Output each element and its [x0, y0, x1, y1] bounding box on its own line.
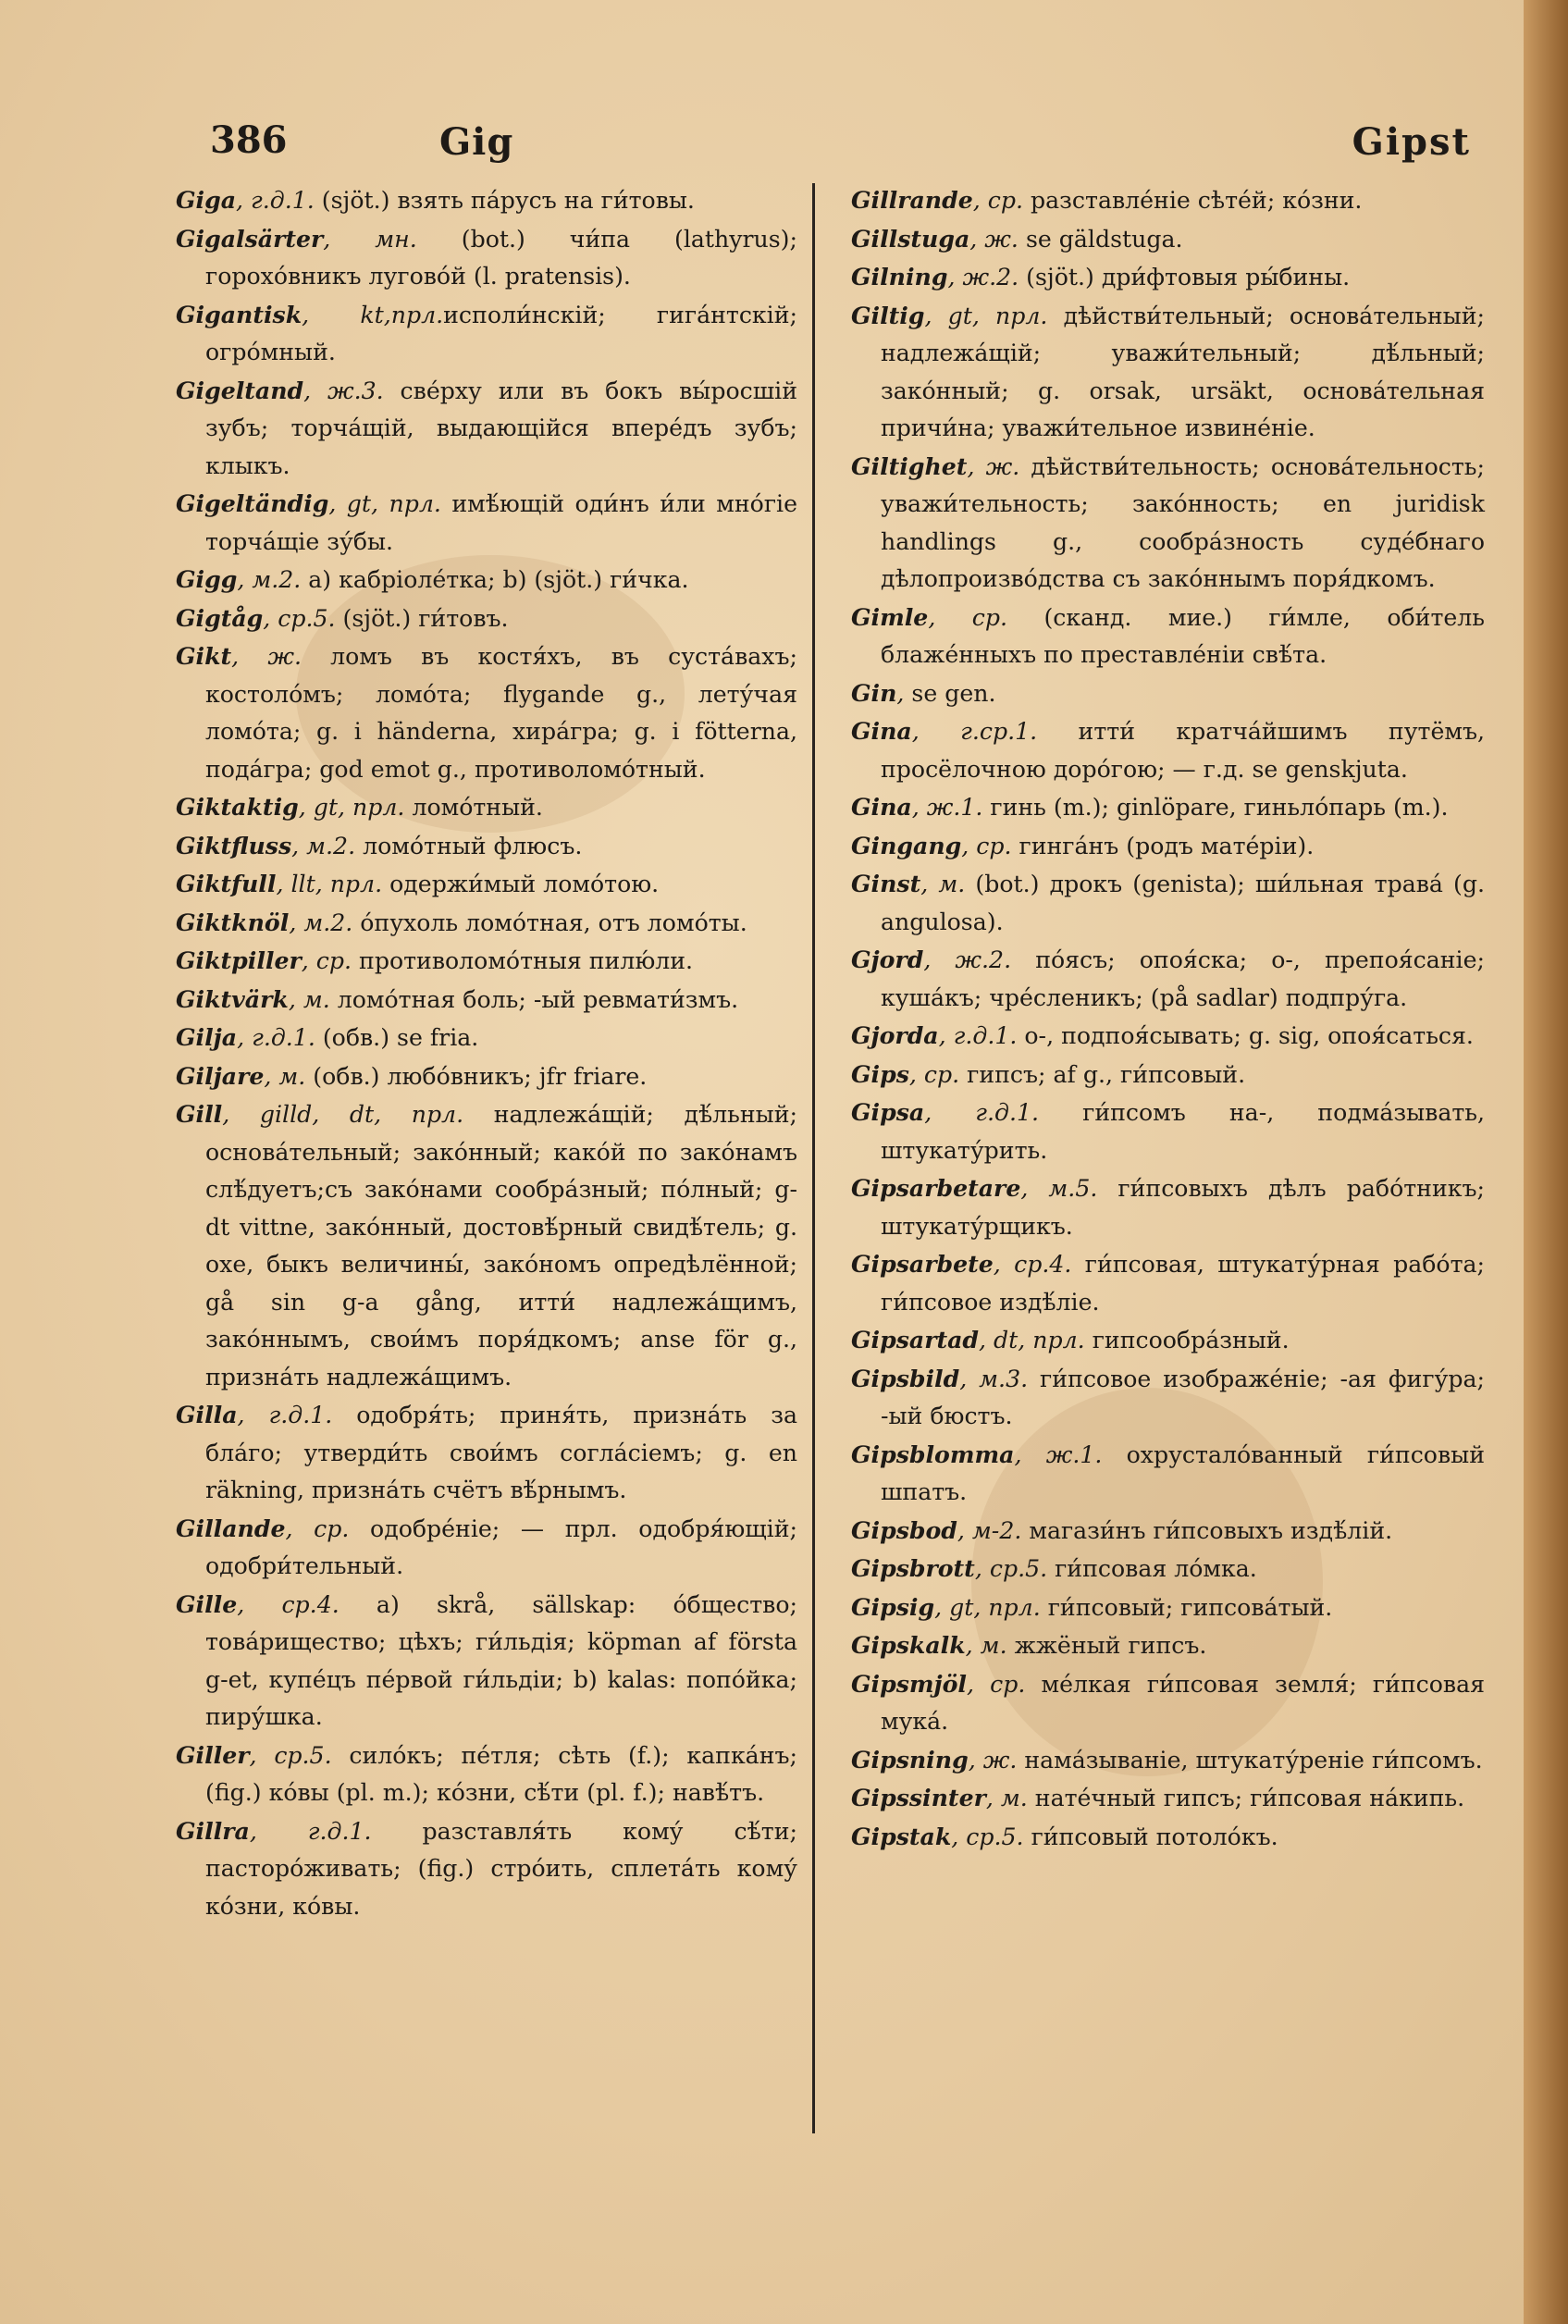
entry-definition: ги́псовое изображе́ніе; -ая фигу́ра; -ый бюстъ. — [881, 1365, 1486, 1429]
entry-grammar: , ср. — [961, 832, 1012, 859]
entry-headword: Gill — [176, 1100, 223, 1128]
entry-definition: (sjöt.) ги́товъ. — [335, 604, 509, 632]
entry-grammar: , мн. — [323, 225, 417, 253]
entry-grammar: , ср. — [972, 187, 1024, 214]
dictionary-entry — [176, 181, 797, 220]
entry-headword: Gjord — [851, 946, 924, 973]
page-edge — [1524, 0, 1568, 2324]
entry-headword: Giktvärk — [176, 984, 289, 1013]
dictionary-entry — [176, 1396, 797, 1510]
dictionary-entry — [176, 981, 797, 1020]
entry-grammar: , м.2. — [237, 566, 302, 593]
entry-headword: Gjorda — [851, 1021, 939, 1049]
dictionary-entry — [176, 865, 797, 904]
entry-headword: Gipsbrott — [851, 1554, 975, 1582]
entry-grammar: , gilld, dt, прл. — [222, 1101, 464, 1128]
entry-definition: одержи́мый ломо́тою. — [382, 871, 660, 897]
entry-definition: (сканд. мие.) ги́мле, оби́тель блаже́нныхъ по преставле́ніи свѣ́та. — [881, 603, 1486, 668]
entry-headword: Gipsning — [851, 1745, 969, 1774]
right-guide-word: Gipst — [1352, 120, 1471, 164]
entry-headword: Gina — [851, 793, 912, 821]
entry-grammar: , ж.2. — [947, 264, 1019, 290]
entry-definition: (bot.) чи́па (lathyrus); горохо́вникъ лугово́й (l. pratensis). — [205, 225, 797, 290]
dictionary-entry — [176, 942, 797, 981]
entry-definition: све́рху или въ бокъ вы́росшій зубъ; торча́щій, выдающійся впере́дъ зубъ; клыкъ. — [205, 377, 797, 479]
entry-headword: Gigg — [176, 565, 238, 593]
dictionary-entry — [851, 1665, 1485, 1741]
dictionary-entry — [851, 827, 1485, 866]
dictionary-entry — [176, 637, 797, 788]
dictionary-entry — [851, 1094, 1485, 1169]
entry-headword: Giljare — [176, 1061, 265, 1090]
entry-definition: ги́псовыхъ дѣлъ рабо́тникъ; штукату́рщикъ. — [881, 1175, 1485, 1240]
entry-grammar: , — [896, 679, 905, 707]
dictionary-entry — [176, 296, 797, 372]
entry-headword: Gin — [851, 678, 897, 707]
entry-definition: разставля́ть кому́ сѣ́ти; пасторо́живать; (fig.) стро́ить, сплета́ть кому́ ко́зни, ко́вы. — [205, 1817, 797, 1920]
dictionary-entry — [851, 297, 1485, 448]
entry-definition: разставле́ніе сѣте́й; ко́зни. — [1023, 187, 1363, 214]
entry-grammar: , г.д.1. — [249, 1817, 372, 1845]
dictionary-entry — [851, 712, 1485, 788]
entry-grammar: , ср. — [928, 603, 1008, 631]
entry-grammar: , ж. — [967, 452, 1020, 480]
entry-definition: противоломо́тныя пилю́ли. — [352, 947, 694, 974]
dictionary-entry — [176, 600, 797, 638]
dictionary-entry — [851, 258, 1485, 297]
entry-definition: ги́псовый потоло́къ. — [1023, 1823, 1278, 1850]
entry-definition: (обв.) любо́вникъ; jfr friare. — [305, 1062, 648, 1090]
dictionary-entry — [851, 674, 1485, 713]
dictionary-entry — [176, 788, 797, 827]
entry-headword: Giga — [176, 186, 237, 214]
entry-grammar: , ж.3. — [303, 377, 384, 404]
dictionary-entry — [176, 561, 797, 600]
entry-definition: (обв.) se fria. — [315, 1024, 479, 1051]
dictionary-entry — [851, 1741, 1485, 1780]
entry-headword: Gina — [851, 717, 912, 745]
dictionary-entry — [851, 220, 1485, 259]
entry-definition: ги́псовая ло́мка. — [1047, 1555, 1257, 1582]
entry-definition: гинь (m.); ginlöpare, гиньло́парь (m.). — [982, 794, 1449, 821]
dictionary-entry — [851, 1512, 1485, 1551]
entry-grammar: , м. — [965, 1632, 1007, 1659]
entry-headword: Gigalsärter — [176, 224, 324, 253]
entry-grammar: , gt, прл. — [328, 490, 441, 517]
dictionary-entry — [851, 1321, 1485, 1360]
entry-definition: ги́псомъ на-, подма́зывать, штукату́рить. — [881, 1099, 1486, 1164]
entry-headword: Gille — [176, 1589, 238, 1618]
entry-definition: нате́чный гипсъ; ги́псовая на́кипь. — [1027, 1785, 1465, 1811]
dictionary-entry — [176, 1510, 797, 1586]
dictionary-entry — [851, 1626, 1485, 1665]
entry-definition: о-, подпоя́сывать; g. sig, опоя́саться. — [1017, 1022, 1474, 1049]
entry-headword: Gimle — [851, 602, 929, 631]
left-column — [176, 181, 797, 1925]
entry-grammar: , ж. — [968, 1746, 1018, 1774]
entry-grammar: , г.ср.1. — [911, 718, 1038, 745]
dictionary-entry — [851, 941, 1485, 1017]
entry-headword: Gipsa — [851, 1098, 925, 1126]
dictionary-entry — [851, 448, 1485, 599]
entry-grammar: , ж. — [231, 643, 302, 670]
entry-headword: Gipskalk — [851, 1631, 966, 1659]
entry-definition: ги́псовый; гипсова́тый. — [1040, 1593, 1333, 1621]
entry-definition: дѣйстви́тельность; основа́тельность; уважи́тельность; зако́нность; en juridisk handlings g., сообра́зность суде́бнаго дѣлопроизво́дства съ зако́ннымъ поря́дкомъ. — [881, 452, 1485, 592]
column-divider — [812, 183, 815, 2133]
entry-headword: Gipsbild — [851, 1364, 960, 1392]
entry-headword: Gigantisk — [176, 300, 302, 328]
entry-grammar: , ср. — [285, 1514, 350, 1542]
entry-definition: a) skrå, sällskap: о́бщество; това́рищество; цѣхъ; ги́льдія; köpman af första g-et, купе́цъ пе́рвой ги́льдіи; b) kalas: попо́йка; пиру́шка. — [205, 1590, 798, 1730]
entry-grammar: , г.д.1. — [237, 1024, 315, 1051]
entry-definition: дѣйстви́тельный; основа́тельный; надлежа́щій; уважи́тельный; дѣ́льный; зако́нный; g. orsak, ursäkt, основа́тельная причи́на; уважи́тельное извине́ніе. — [881, 302, 1485, 441]
entry-headword: Gilla — [176, 1401, 238, 1428]
entry-headword: Giktaktig — [176, 793, 299, 821]
entry-definition: ломо́тный. — [404, 794, 543, 821]
entry-definition: ломо́тная боль; -ый ревмати́змъ. — [329, 985, 739, 1013]
entry-definition: жжёный гипсъ. — [1006, 1632, 1207, 1659]
entry-grammar: , м.2. — [289, 909, 353, 936]
dictionary-entry — [851, 181, 1485, 220]
left-guide-word: Gig — [439, 120, 514, 164]
page-number: 386 — [210, 118, 288, 162]
entry-headword: Gillande — [176, 1514, 286, 1542]
entry-definition: одобре́ніе; — прл. одобря́ющій; одобри́тельный. — [205, 1514, 798, 1579]
entry-definition: надлежа́щій; дѣ́льный; основа́тельный; зако́нный; како́й по зако́намъ слѣ́дуетъ;съ зако́нами сообра́зный; по́лный; g-dt vittne, зако́нный, достовѣ́рный свидѣ́тель; g. oxe, быкъ величины́, зако́номъ опредѣлённой; gå sin g-a gång, итти́ надлежа́щимъ, зако́ннымъ, свои́мъ поря́дкомъ; anse för g., призна́ть надлежа́щимъ. — [205, 1101, 797, 1391]
dictionary-entry — [851, 1550, 1485, 1588]
dictionary-entry — [176, 1057, 797, 1096]
entry-grammar: , г.д.1. — [924, 1099, 1040, 1126]
entry-definition: (sjöt.) взять па́русъ на ги́товы. — [314, 187, 695, 214]
entry-grammar: , г.д.1. — [237, 1402, 333, 1428]
entry-grammar: , ж.1. — [911, 794, 983, 821]
entry-grammar: , ср.5. — [974, 1555, 1048, 1582]
entry-headword: Gipsartad — [851, 1326, 980, 1354]
entry-grammar: , м.5. — [1020, 1175, 1098, 1202]
dictionary-entry — [851, 865, 1485, 941]
entry-grammar: , м. — [920, 871, 966, 897]
dictionary-entry — [176, 827, 797, 866]
entry-definition: a) кабріоле́тка; b) (sjöt.) ги́чка. — [301, 566, 689, 593]
entry-grammar: , г.д.1. — [938, 1022, 1018, 1049]
entry-grammar: , м.2. — [291, 832, 356, 859]
entry-definition: исполи́нскій; гига́нтскій; огро́мный. — [205, 301, 798, 365]
entry-definition: имѣ́ющій оди́нъ и́ли мно́гіе торча́щіе зу́бы. — [205, 490, 797, 555]
entry-headword: Gipsblomma — [851, 1440, 1015, 1468]
entry-headword: Gillra — [176, 1816, 250, 1845]
dictionary-entry — [851, 1245, 1485, 1321]
entry-definition: охрустало́ванный ги́псовый шпатъ. — [881, 1440, 1485, 1505]
entry-definition: (sjöt.) дри́фтовыя ры́бины. — [1019, 264, 1351, 290]
entry-grammar: , ср.4. — [993, 1251, 1072, 1278]
entry-definition: ломъ въ костя́хъ, въ суста́вахъ; костоло́мъ; ломо́та; flygande g., лету́чая ломо́та; g. i händerna, хира́гра; g. i fötterna, пода́гра; god emot g., противоломо́тный. — [205, 643, 797, 783]
entry-headword: Giltig — [851, 301, 925, 329]
entry-grammar: , ср.5. — [951, 1823, 1024, 1850]
entry-headword: Gipsarbete — [851, 1250, 994, 1278]
entry-grammar: , ж. — [969, 225, 1019, 253]
entry-grammar: , ж.1. — [1014, 1440, 1103, 1468]
dictionary-entry — [851, 788, 1485, 827]
entry-headword: Ginst — [851, 870, 921, 897]
dictionary-entry — [851, 1436, 1485, 1512]
entry-headword: Gipsig — [851, 1592, 935, 1621]
entry-headword: Gigeltand — [176, 376, 304, 404]
dictionary-entry — [851, 1056, 1485, 1094]
entry-definition: о́пухоль ломо́тная, отъ ломо́ты. — [352, 909, 747, 936]
entry-headword: Giltighet — [851, 451, 968, 480]
entry-definition: гипсъ; af g., ги́псовый. — [959, 1060, 1246, 1088]
dictionary-entry — [851, 1588, 1485, 1627]
dictionary-entry — [851, 1360, 1485, 1436]
entry-definition: гинга́нъ (родъ мате́ріи). — [1011, 832, 1315, 859]
entry-headword: Gipsmjöl — [851, 1669, 968, 1698]
entry-grammar: , ср. — [301, 947, 352, 974]
entry-grammar: , ср.5. — [263, 604, 336, 632]
entry-headword: Giktfull — [176, 870, 277, 897]
entry-grammar: , м.3. — [959, 1365, 1029, 1392]
dictionary-entry — [851, 1169, 1485, 1245]
dictionary-entry — [851, 1017, 1485, 1056]
entry-grammar: , м. — [985, 1785, 1028, 1811]
entry-definition: нама́зываніе, штукату́реніе ги́псомъ. — [1017, 1746, 1483, 1774]
right-column — [851, 181, 1485, 1856]
entry-definition: ломо́тный флюсъ. — [355, 832, 583, 859]
entry-headword: Gips — [851, 1059, 909, 1088]
entry-definition: одобря́ть; приня́ть, призна́ть за бла́го; утверди́ть свои́мъ согла́сіемъ; g. en räkning, призна́ть счётъ вѣ́рнымъ. — [205, 1402, 797, 1503]
entry-grammar: , kt,прл. — [302, 301, 444, 328]
entry-headword: Gigeltändig — [176, 489, 329, 517]
entry-headword: Giktpiller — [176, 946, 302, 974]
entry-definition: магази́нъ ги́псовыхъ издѣ́лій. — [1021, 1516, 1393, 1544]
entry-headword: Gillstuga — [851, 224, 970, 253]
entry-grammar: , ж.2. — [923, 946, 1012, 973]
entry-definition: se gen. — [904, 679, 996, 707]
entry-grammar: , gt, прл. — [924, 302, 1048, 329]
entry-headword: Gipstak — [851, 1822, 952, 1850]
entry-headword: Giktknöl — [176, 908, 290, 936]
entry-definition: (bot.) дрокъ (genista); ши́льная трава́ (g. angulosa). — [881, 871, 1485, 935]
entry-headword: Gillrande — [851, 186, 973, 214]
entry-definition: гипсообра́зный. — [1084, 1327, 1290, 1354]
entry-headword: Gingang — [851, 831, 962, 859]
dictionary-entry — [176, 485, 797, 561]
dictionary-entry — [851, 599, 1485, 674]
dictionary-entry — [176, 1812, 797, 1926]
entry-grammar: , ср.5. — [249, 1741, 332, 1769]
page-header — [171, 118, 1480, 174]
entry-headword: Gilning — [851, 263, 948, 290]
entry-grammar: , м-2. — [957, 1516, 1022, 1544]
entry-headword: Gipsbod — [851, 1515, 957, 1544]
dictionary-entry — [176, 1019, 797, 1057]
dictionary-entry — [176, 1737, 797, 1812]
entry-definition: итти́ кратча́йшимъ путёмъ, просёлочною доро́гою; — г.д. se genskjuta. — [881, 718, 1485, 783]
entry-headword: Gigtåg — [176, 603, 264, 632]
entry-grammar: , м. — [288, 985, 330, 1013]
entry-grammar: , dt, прл. — [979, 1327, 1085, 1354]
entry-grammar: , gt, прл. — [298, 794, 405, 821]
entry-definition: сило́къ; пе́тля; сѣть (f.); капка́нъ; (fig.) ко́вы (pl. m.); ко́зни, сѣ́ти (pl. f.); навѣ́тъ. — [205, 1741, 798, 1806]
entry-grammar: , м. — [264, 1062, 306, 1090]
entry-definition: ме́лкая ги́псовая земля́; ги́псовая мука́. — [881, 1670, 1485, 1735]
entry-definition: ги́псовая, штукату́рная рабо́та; ги́псовое издѣ́ліе. — [881, 1251, 1486, 1316]
entry-grammar: , ср.4. — [237, 1590, 340, 1618]
entry-headword: Giktfluss — [176, 831, 292, 859]
entry-definition: по́ясъ; опоя́ска; о-, препоя́саніе; куша́къ; чре́сленикъ; (på sadlar) подпру́га. — [881, 946, 1485, 1011]
entry-grammar: , ср. — [967, 1670, 1026, 1698]
entry-grammar: , ср. — [908, 1060, 960, 1088]
dictionary-entry — [176, 1095, 797, 1396]
entry-grammar: , gt, прл. — [934, 1593, 1041, 1621]
entry-headword: Giller — [176, 1740, 250, 1769]
dictionary-entry — [176, 372, 797, 486]
entry-definition: se gäldstuga. — [1018, 225, 1183, 253]
dictionary-entry — [176, 904, 797, 943]
dictionary-entry — [851, 1818, 1485, 1857]
entry-headword: Gipsarbetare — [851, 1174, 1021, 1202]
dictionary-entry — [176, 220, 797, 296]
entry-headword: Gipssinter — [851, 1784, 986, 1811]
dictionary-entry — [176, 1586, 797, 1737]
entry-headword: Gikt — [176, 642, 232, 670]
entry-grammar: , г.д.1. — [236, 187, 315, 214]
entry-grammar: , llt, прл. — [276, 871, 383, 897]
entry-headword: Gilja — [176, 1023, 238, 1051]
dictionary-entry — [851, 1779, 1485, 1818]
